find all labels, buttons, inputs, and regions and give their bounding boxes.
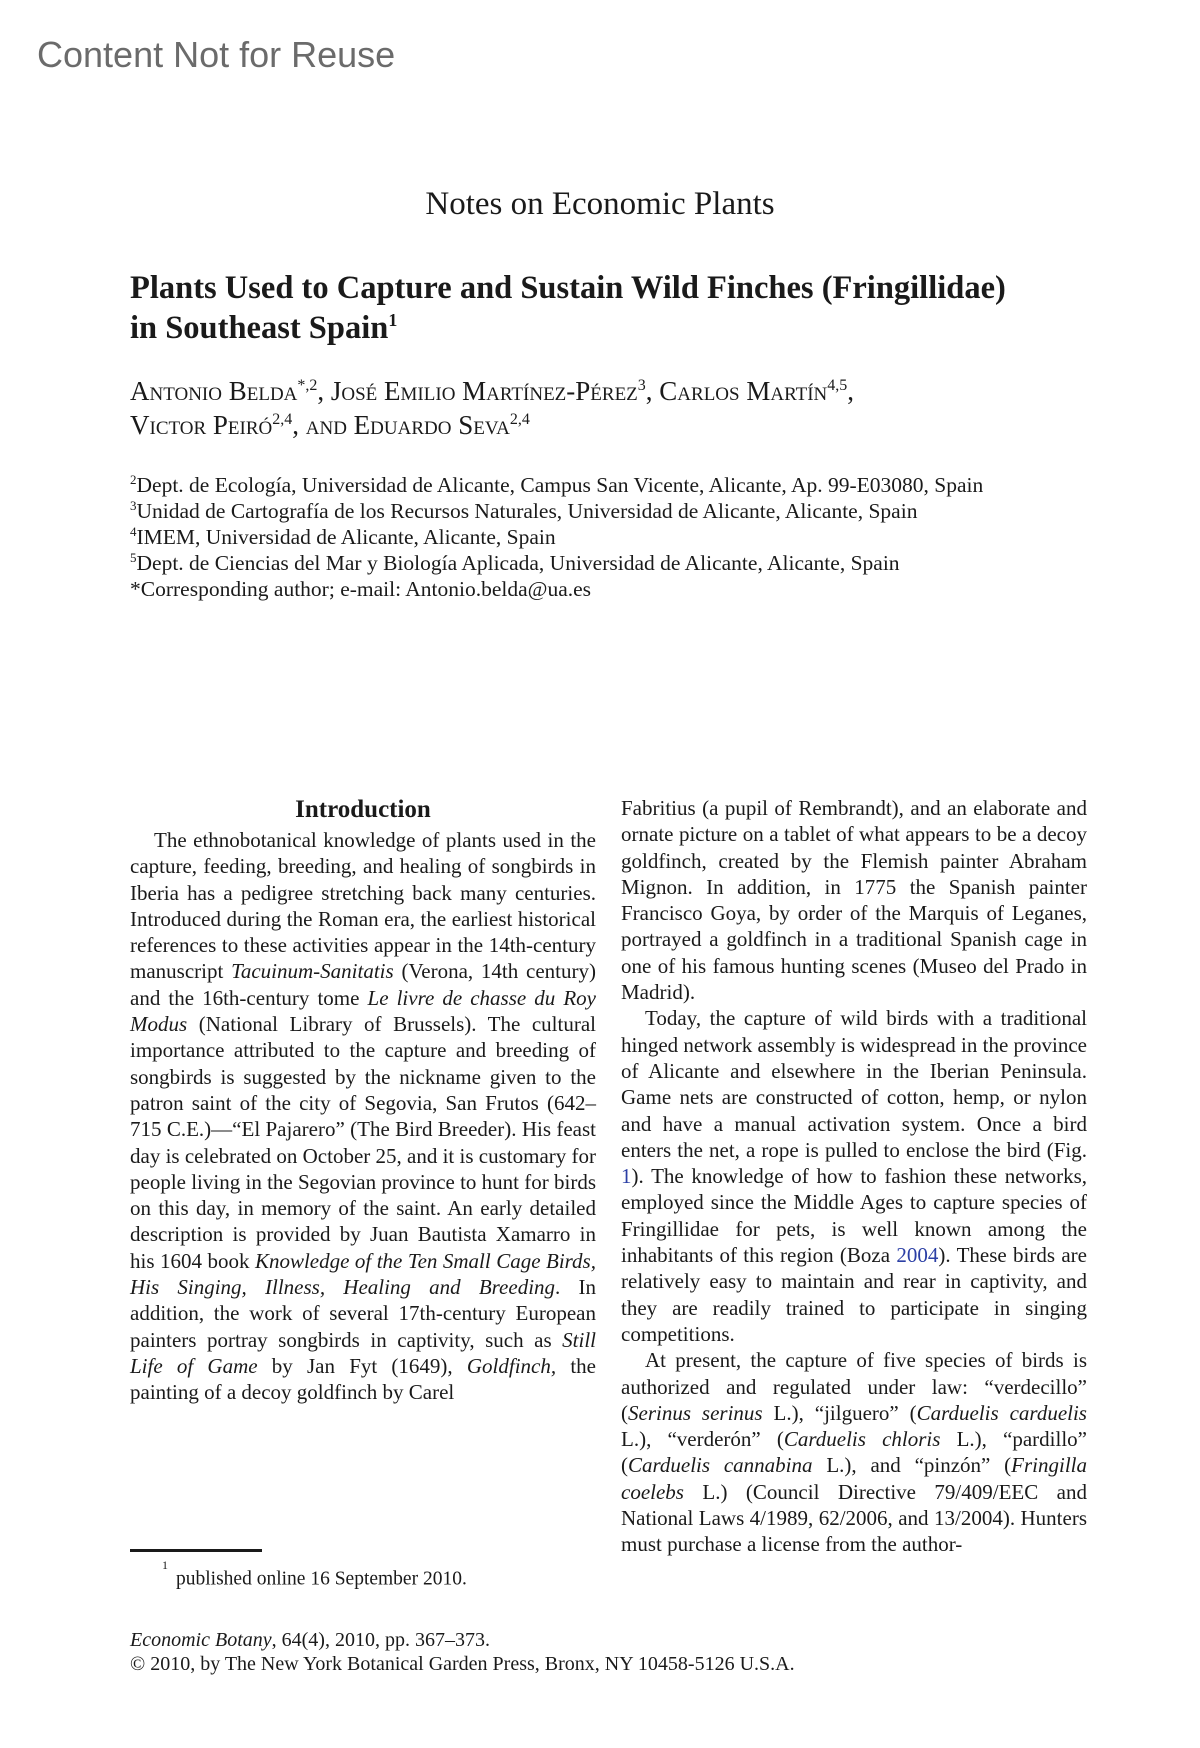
body-paragraph-continued [621, 795, 1087, 1005]
author-name: Antonio Belda [130, 376, 298, 406]
journal-name: Economic Botany [130, 1629, 272, 1651]
author-affiliation-mark: 3 [637, 377, 646, 394]
italic-text: Carduelis cannabina [628, 1453, 813, 1478]
text-run: L.) (Council Directive 79/409/EEC and National Laws 4/1989, 62/2006, and 13/2004). Hunters must purchase a license from the author- [621, 1479, 1087, 1557]
affiliation-text: Unidad de Cartografía de los Recursos Naturales, Universidad de Alicante, Alicante, Spain [136, 499, 918, 523]
watermark-text: Content Not for Reuse [37, 34, 396, 75]
author-name: Victor Peiró [130, 410, 273, 440]
journal-info [130, 1628, 795, 1676]
text-run: (National Library of Brussels). The cultural importance attributed to the capture and breeding of songbirds is suggested by the nickname given to the patron saint of the city of Segovia, San Frutos (642–715 C.E.)—“El Pajarero” (The Bird Breeder). His feast day is celebrated on October 25, and it is customary for people living in the Segovian province to hunt for birds on this day, in memory of the saint. An early detailed description is provided by Juan Bautista Xamarro in his 1604 book [130, 1012, 596, 1273]
affiliation-text: Dept. de Ciencias del Mar y Biología Aplicada, Universidad de Alicante, Alicante, Spain [136, 551, 900, 575]
author-affiliation-mark: 2,4 [272, 411, 293, 428]
author-separator: , and [292, 410, 354, 440]
affiliation-text: IMEM, Universidad de Alicante, Alicante, Spain [136, 525, 556, 549]
body-paragraph-3 [621, 1347, 1087, 1557]
journal-volume-pages: , 64(4), 2010, pp. 367–373. [271, 1629, 490, 1651]
title-line-1: Plants Used to Capture and Sustain Wild Finches (Fringillidae) [130, 270, 1006, 306]
italic-text: Goldfinch, [466, 1353, 557, 1378]
right-column [621, 795, 1087, 1558]
text-run: Fabritius (a pupil of Rembrandt), and an elaborate and ornate picture on a tablet of what appears to be a decoy goldfinch, created by the Flemish painter Abraham Mignon. In addition, in 1775 the Spanish painter Francisco Goya, by order of the Marquis of Leganes, portrayed a goldfinch in a traditional Spanish cage in one of his famous hunting scenes (Museo del Prado in Madrid). [621, 796, 1087, 1005]
footnote-text: published online 16 September 2010. [176, 1568, 467, 1590]
title-line-2: in Southeast Spain [130, 310, 389, 346]
italic-text: Fringilla coelebs [621, 1453, 1088, 1504]
introduction-heading: Introduction [295, 796, 431, 823]
text-run: ). These birds are relatively easy to maintain and rear in captivity, and they are readily trained to participate in singing competitions. [621, 1243, 1087, 1346]
section-heading: Notes on Economic Plants [425, 186, 775, 222]
text-run: . In addition, the work of several 17th-century European painters portray songbirds in captivity, such as [130, 1275, 596, 1352]
author-name: Carlos Martín [659, 376, 828, 406]
affiliation-line [130, 550, 1130, 576]
title-footnote-mark: 1 [388, 310, 398, 331]
author-affiliation-mark: 2,4 [509, 411, 530, 428]
reference-link[interactable]: 1 [621, 1164, 632, 1189]
footnote-rule [130, 1549, 262, 1552]
corresponding-author-line [130, 576, 1130, 602]
author-affiliation-mark: 4,5 [827, 377, 848, 394]
text-run: The ethnobotanical knowledge of plants used in the capture, feeding, breeding, and healing of songbirds in Iberia has a pedigree stretching back many centuries. Introduced during the Roman era, the earliest historical references to these activities appear in the 14th-century manuscript [130, 828, 596, 984]
text-run: L.), “jilguero” ( [762, 1400, 917, 1425]
author-separator: , [847, 376, 855, 406]
text-run: (Verona, 14th century) and the 16th-century tome [130, 959, 597, 1010]
italic-text: Still Life of Game [130, 1327, 596, 1378]
article-title [130, 268, 1090, 348]
copyright-line: © 2010, by The New York Botanical Garden Press, Bronx, NY 10458-5126 U.S.A. [130, 1653, 795, 1675]
italic-text: Tacuinum-Sanitatis [231, 959, 394, 984]
reference-link[interactable]: 2004 [896, 1243, 939, 1268]
body-paragraph-2 [621, 1005, 1087, 1347]
affiliation-line [130, 472, 1130, 498]
affiliation-mark: 2 [130, 471, 137, 487]
affiliation-list [130, 472, 1130, 602]
author-separator: , [645, 376, 660, 406]
author-list [130, 374, 1110, 442]
text-run: L.), and “pinzón” ( [812, 1453, 1012, 1478]
affiliation-line [130, 498, 1130, 524]
text-run: by Jan Fyt (1649), [257, 1353, 467, 1378]
affiliation-mark: 4 [130, 523, 137, 539]
affiliation-mark: 3 [130, 497, 137, 513]
italic-text: Serinus serinus [628, 1400, 763, 1425]
text-run: ). The knowledge of how to fashion these networks, employed since the Middle Ages to capture species of Fringillidae for pets, is well known among the inhabitants of this region (Boza [621, 1164, 1087, 1268]
italic-text: Le livre de chasse du Roy Modus [130, 985, 596, 1037]
affiliation-text: *Corresponding author; e-mail: Antonio.belda@ua.es [130, 577, 592, 601]
intro-paragraph-1 [130, 827, 596, 1406]
italic-text: Knowledge of the Ten Small Cage Birds, His Singing, Illness, Healing and Breeding [130, 1248, 596, 1300]
footnote [162, 1558, 467, 1591]
author-separator: , [317, 376, 331, 406]
text-run: Today, the capture of wild birds with a traditional hinged network assembly is widespread in the province of Alicante and elsewhere in the Iberian Peninsula. Game nets are constructed of cotton, hemp, or nylon and have a manual activation system. Once a bird enters the net, a rope is pulled to enclose the bird (Fig. [621, 1006, 1087, 1162]
italic-text: Carduelis carduelis [916, 1400, 1087, 1425]
author-affiliation-mark: *,2 [297, 377, 318, 394]
text-run: L.), “pardillo” ( [621, 1427, 1087, 1478]
author-name: Eduardo Seva [353, 410, 510, 440]
affiliation-text: Dept. de Ecología, Universidad de Alicante, Campus San Vicente, Alicante, Ap. 99-E03080, Spain [136, 473, 984, 497]
affiliation-line [130, 524, 1130, 550]
author-name: José Emilio Martínez-Pérez [330, 376, 638, 406]
footnote-mark: 1 [162, 1558, 168, 1572]
journal-citation [130, 1628, 795, 1652]
left-column [130, 795, 596, 1406]
affiliation-mark: 5 [130, 549, 137, 565]
text-run: L.), “verderón” ( [621, 1427, 784, 1452]
text-run: At present, the capture of five species of birds is authorized and regulated under law: “verdecillo” ( [621, 1348, 1087, 1425]
text-run: the painting of a decoy goldfinch by Carel [130, 1353, 597, 1405]
italic-text: Carduelis chloris [783, 1427, 941, 1452]
